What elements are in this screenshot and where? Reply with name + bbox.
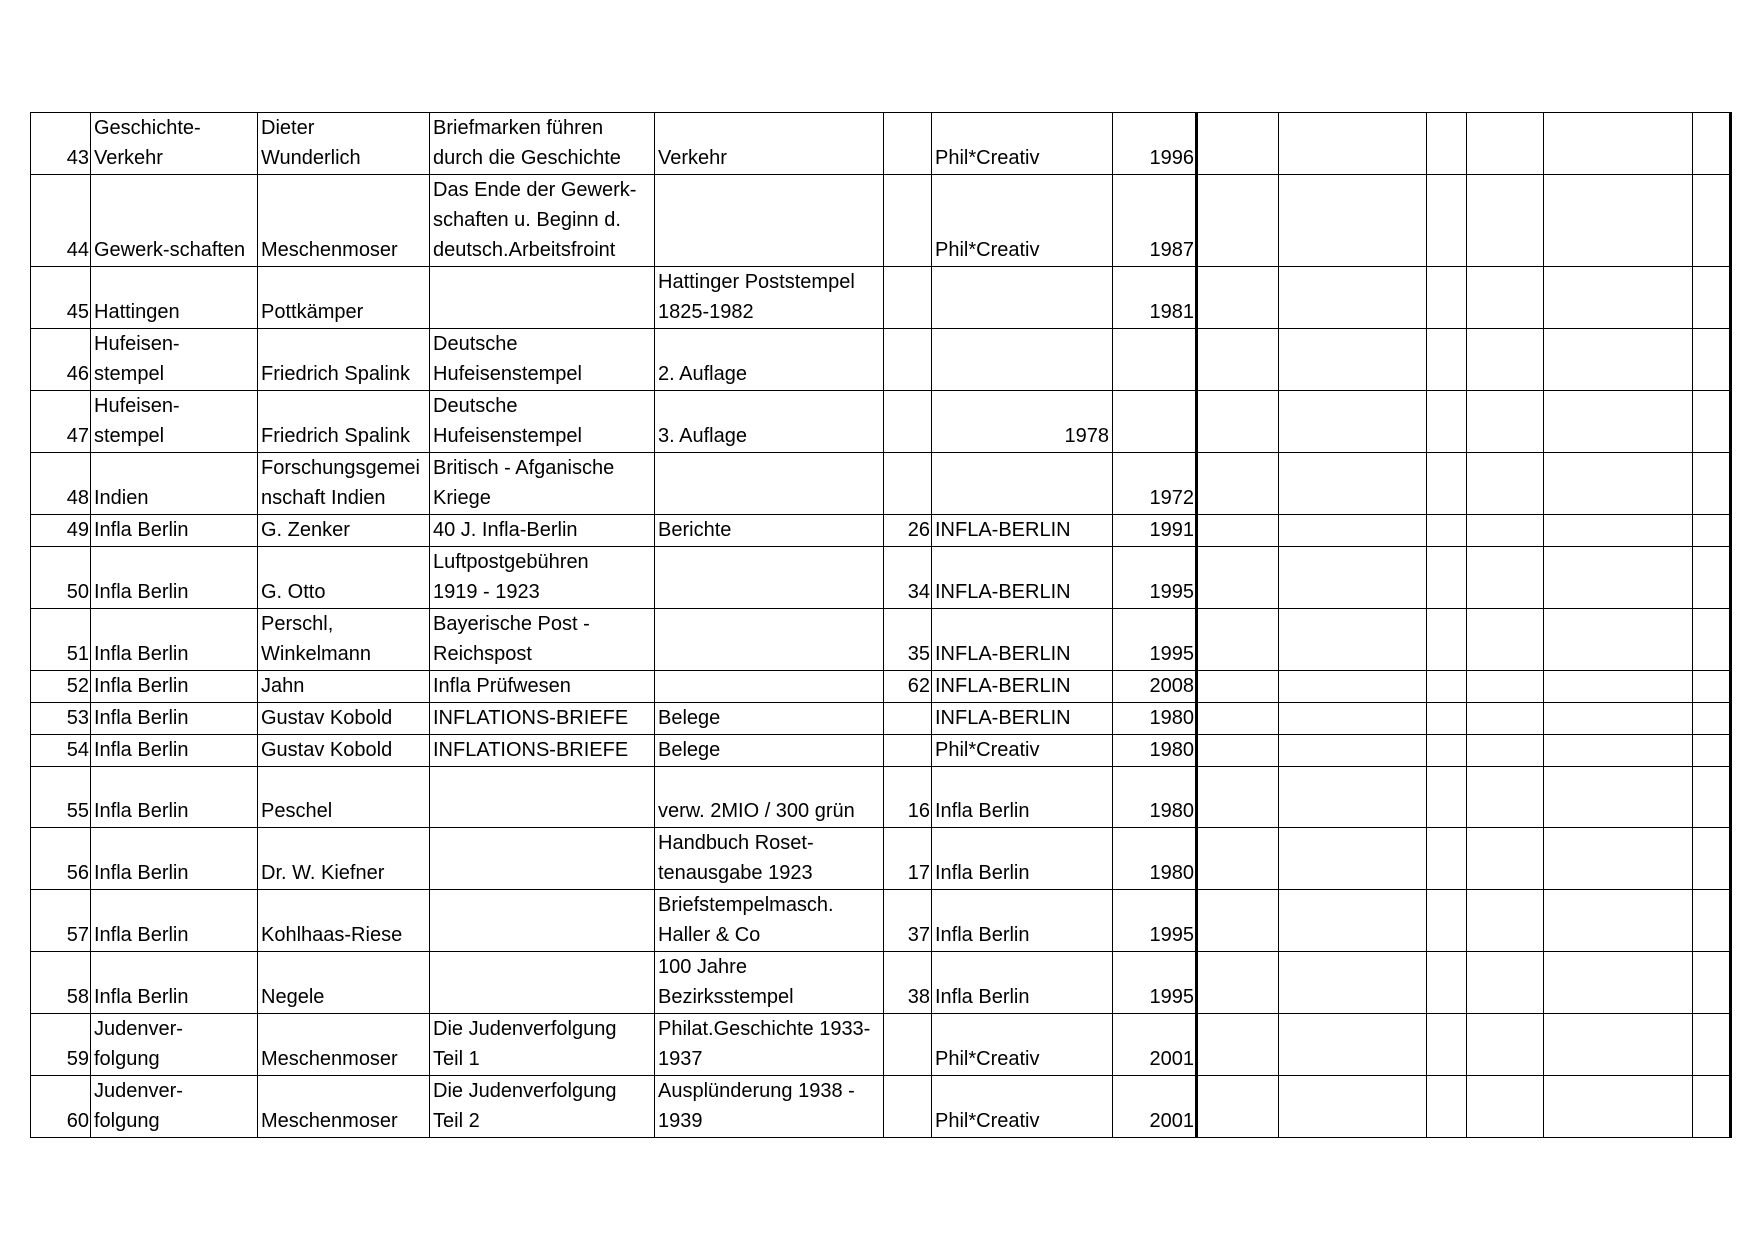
- cell-publisher: INFLA-BERLIN: [932, 703, 1113, 735]
- cell-empty: [1427, 1076, 1467, 1138]
- cell-empty: [1467, 1014, 1544, 1076]
- cell-empty: [1467, 267, 1544, 329]
- table-row: [31, 735, 1731, 767]
- cell-empty: [1693, 547, 1731, 609]
- cell-detail: [655, 671, 884, 703]
- cell-title: Briefmarken führen durch die Geschichte: [430, 113, 655, 175]
- cell-subject: Gewerk-schaften: [91, 175, 258, 267]
- cell-empty: [1693, 175, 1731, 267]
- cell-subject: Infla Berlin: [91, 828, 258, 890]
- catalog-table: [30, 112, 1732, 1138]
- cell-detail: Belege: [655, 703, 884, 735]
- cell-issue-number: 34: [884, 547, 932, 609]
- cell-empty: [1427, 329, 1467, 391]
- table-row: [31, 828, 1731, 890]
- cell-title: [430, 767, 655, 828]
- cell-detail: Berichte: [655, 515, 884, 547]
- cell-empty: [1544, 767, 1693, 828]
- cell-author: Meschenmoser: [258, 1076, 430, 1138]
- cell-empty: [1467, 391, 1544, 453]
- cell-empty: [1693, 671, 1731, 703]
- cell-empty: [1467, 703, 1544, 735]
- cell-empty: [1467, 329, 1544, 391]
- cell-empty: [1427, 703, 1467, 735]
- cell-publisher: Infla Berlin: [932, 828, 1113, 890]
- cell-year: 1987: [1113, 175, 1197, 267]
- cell-empty: [1427, 453, 1467, 515]
- cell-publisher: Infla Berlin: [932, 767, 1113, 828]
- cell-detail: 3. Auflage: [655, 391, 884, 453]
- table-row: [31, 1076, 1731, 1138]
- cell-empty: [1197, 515, 1279, 547]
- cell-title: Deutsche Hufeisenstempel: [430, 391, 655, 453]
- cell-title: Infla Prüfwesen: [430, 671, 655, 703]
- cell-year: [1113, 329, 1197, 391]
- cell-empty: [1197, 329, 1279, 391]
- cell-year: 1991: [1113, 515, 1197, 547]
- cell-subject: Infla Berlin: [91, 890, 258, 952]
- cell-title: Bayerische Post - Reichspost: [430, 609, 655, 671]
- cell-publisher: INFLA-BERLIN: [932, 671, 1113, 703]
- cell-empty: [1279, 1014, 1427, 1076]
- cell-empty: [1279, 609, 1427, 671]
- cell-empty: [1544, 113, 1693, 175]
- cell-title: [430, 890, 655, 952]
- cell-number: 56: [31, 828, 91, 890]
- cell-subject: Infla Berlin: [91, 952, 258, 1014]
- cell-empty: [1279, 453, 1427, 515]
- cell-author: Peschel: [258, 767, 430, 828]
- cell-issue-number: 62: [884, 671, 932, 703]
- cell-number: 53: [31, 703, 91, 735]
- cell-author: G. Otto: [258, 547, 430, 609]
- cell-detail: Philat.Geschichte 1933- 1937: [655, 1014, 884, 1076]
- cell-empty: [1544, 329, 1693, 391]
- cell-empty: [1467, 515, 1544, 547]
- cell-empty: [1279, 329, 1427, 391]
- cell-number: 57: [31, 890, 91, 952]
- cell-empty: [1544, 609, 1693, 671]
- cell-empty: [1467, 113, 1544, 175]
- cell-empty: [1279, 671, 1427, 703]
- cell-year: 1995: [1113, 609, 1197, 671]
- cell-empty: [1693, 828, 1731, 890]
- cell-empty: [1197, 267, 1279, 329]
- table-row: [31, 609, 1731, 671]
- cell-year: 1995: [1113, 547, 1197, 609]
- cell-title: 40 J. Infla-Berlin: [430, 515, 655, 547]
- cell-issue-number: 37: [884, 890, 932, 952]
- cell-empty: [1544, 1014, 1693, 1076]
- cell-year: 1972: [1113, 453, 1197, 515]
- cell-number: 46: [31, 329, 91, 391]
- cell-empty: [1467, 767, 1544, 828]
- cell-title: Luftpostgebühren 1919 - 1923: [430, 547, 655, 609]
- cell-empty: [1544, 952, 1693, 1014]
- cell-number: 58: [31, 952, 91, 1014]
- cell-subject: Infla Berlin: [91, 767, 258, 828]
- cell-empty: [1427, 547, 1467, 609]
- cell-empty: [1197, 735, 1279, 767]
- cell-empty: [1693, 609, 1731, 671]
- cell-empty: [1467, 609, 1544, 671]
- cell-empty: [1693, 453, 1731, 515]
- cell-empty: [1467, 547, 1544, 609]
- cell-publisher: INFLA-BERLIN: [932, 515, 1113, 547]
- cell-empty: [1693, 113, 1731, 175]
- cell-issue-number: 16: [884, 767, 932, 828]
- cell-empty: [1197, 1014, 1279, 1076]
- cell-empty: [1197, 175, 1279, 267]
- cell-empty: [1693, 329, 1731, 391]
- cell-year: 2008: [1113, 671, 1197, 703]
- cell-author: Gustav Kobold: [258, 703, 430, 735]
- cell-number: 47: [31, 391, 91, 453]
- cell-empty: [1693, 391, 1731, 453]
- cell-title: [430, 828, 655, 890]
- cell-author: Gustav Kobold: [258, 735, 430, 767]
- table-row: [31, 952, 1731, 1014]
- cell-number: 50: [31, 547, 91, 609]
- cell-year: 1981: [1113, 267, 1197, 329]
- cell-empty: [1544, 1076, 1693, 1138]
- cell-year: 1980: [1113, 735, 1197, 767]
- cell-publisher: INFLA-BERLIN: [932, 547, 1113, 609]
- cell-empty: [1693, 267, 1731, 329]
- cell-publisher: INFLA-BERLIN: [932, 609, 1113, 671]
- cell-empty: [1467, 952, 1544, 1014]
- cell-empty: [1279, 175, 1427, 267]
- table-row: [31, 175, 1731, 267]
- table-row: [31, 329, 1731, 391]
- cell-number: 52: [31, 671, 91, 703]
- cell-empty: [1427, 515, 1467, 547]
- cell-issue-number: [884, 391, 932, 453]
- cell-author: Friedrich Spalink: [258, 391, 430, 453]
- cell-empty: [1197, 547, 1279, 609]
- cell-title: Die Judenverfolgung Teil 1: [430, 1014, 655, 1076]
- cell-publisher: Phil*Creativ: [932, 1076, 1113, 1138]
- table-row: [31, 703, 1731, 735]
- cell-empty: [1544, 735, 1693, 767]
- cell-issue-number: 26: [884, 515, 932, 547]
- cell-number: 60: [31, 1076, 91, 1138]
- cell-number: 59: [31, 1014, 91, 1076]
- cell-empty: [1427, 113, 1467, 175]
- cell-empty: [1544, 828, 1693, 890]
- cell-issue-number: [884, 329, 932, 391]
- cell-author: Forschungsgemei nschaft Indien: [258, 453, 430, 515]
- cell-year: 1980: [1113, 703, 1197, 735]
- cell-issue-number: [884, 113, 932, 175]
- cell-empty: [1544, 890, 1693, 952]
- table-row: [31, 453, 1731, 515]
- cell-year: [1113, 391, 1197, 453]
- cell-detail: [655, 609, 884, 671]
- table-row: [31, 671, 1731, 703]
- cell-subject: Infla Berlin: [91, 515, 258, 547]
- cell-empty: [1279, 890, 1427, 952]
- cell-empty: [1279, 703, 1427, 735]
- cell-issue-number: [884, 735, 932, 767]
- cell-empty: [1427, 828, 1467, 890]
- cell-empty: [1544, 391, 1693, 453]
- cell-subject: Indien: [91, 453, 258, 515]
- cell-title: [430, 952, 655, 1014]
- table-body: [31, 113, 1731, 1138]
- cell-author: Dr. W. Kiefner: [258, 828, 430, 890]
- cell-empty: [1544, 515, 1693, 547]
- cell-empty: [1693, 1076, 1731, 1138]
- table-row: [31, 767, 1731, 828]
- cell-empty: [1693, 767, 1731, 828]
- cell-publisher: Infla Berlin: [932, 952, 1113, 1014]
- cell-empty: [1693, 1014, 1731, 1076]
- cell-author: Perschl, Winkelmann: [258, 609, 430, 671]
- cell-publisher: 1978: [932, 391, 1113, 453]
- cell-issue-number: [884, 267, 932, 329]
- cell-detail: [655, 175, 884, 267]
- cell-empty: [1467, 735, 1544, 767]
- cell-detail: [655, 547, 884, 609]
- cell-empty: [1197, 952, 1279, 1014]
- cell-subject: Hufeisen- stempel: [91, 391, 258, 453]
- cell-author: Kohlhaas-Riese: [258, 890, 430, 952]
- cell-empty: [1197, 609, 1279, 671]
- cell-detail: Handbuch Roset- tenausgabe 1923: [655, 828, 884, 890]
- cell-empty: [1427, 890, 1467, 952]
- table-row: [31, 113, 1731, 175]
- cell-year: 1995: [1113, 952, 1197, 1014]
- cell-author: Dieter Wunderlich: [258, 113, 430, 175]
- cell-empty: [1197, 391, 1279, 453]
- cell-empty: [1279, 267, 1427, 329]
- cell-publisher: Phil*Creativ: [932, 175, 1113, 267]
- cell-empty: [1197, 113, 1279, 175]
- cell-subject: Infla Berlin: [91, 547, 258, 609]
- cell-year: 2001: [1113, 1076, 1197, 1138]
- cell-issue-number: [884, 175, 932, 267]
- cell-empty: [1197, 828, 1279, 890]
- cell-title: Britisch - Afganische Kriege: [430, 453, 655, 515]
- cell-detail: Belege: [655, 735, 884, 767]
- cell-number: 54: [31, 735, 91, 767]
- cell-title: INFLATIONS-BRIEFE: [430, 703, 655, 735]
- cell-empty: [1197, 890, 1279, 952]
- cell-empty: [1427, 735, 1467, 767]
- cell-subject: Infla Berlin: [91, 735, 258, 767]
- table-row: [31, 1014, 1731, 1076]
- cell-number: 44: [31, 175, 91, 267]
- cell-empty: [1279, 767, 1427, 828]
- cell-empty: [1544, 267, 1693, 329]
- cell-empty: [1279, 515, 1427, 547]
- cell-title: INFLATIONS-BRIEFE: [430, 735, 655, 767]
- cell-number: 45: [31, 267, 91, 329]
- cell-subject: Geschichte- Verkehr: [91, 113, 258, 175]
- cell-empty: [1427, 767, 1467, 828]
- cell-empty: [1427, 175, 1467, 267]
- cell-empty: [1279, 952, 1427, 1014]
- cell-empty: [1544, 175, 1693, 267]
- cell-publisher: Phil*Creativ: [932, 735, 1113, 767]
- cell-number: 49: [31, 515, 91, 547]
- cell-empty: [1467, 828, 1544, 890]
- cell-number: 51: [31, 609, 91, 671]
- cell-empty: [1197, 703, 1279, 735]
- cell-author: Friedrich Spalink: [258, 329, 430, 391]
- cell-title: [430, 267, 655, 329]
- cell-empty: [1279, 1076, 1427, 1138]
- cell-empty: [1467, 671, 1544, 703]
- cell-empty: [1693, 515, 1731, 547]
- cell-empty: [1427, 391, 1467, 453]
- cell-publisher: Infla Berlin: [932, 890, 1113, 952]
- cell-detail: Briefstempelmasch. Haller & Co: [655, 890, 884, 952]
- cell-empty: [1279, 547, 1427, 609]
- cell-issue-number: 38: [884, 952, 932, 1014]
- cell-author: Meschenmoser: [258, 1014, 430, 1076]
- cell-detail: [655, 453, 884, 515]
- cell-detail: 100 Jahre Bezirksstempel: [655, 952, 884, 1014]
- cell-empty: [1427, 952, 1467, 1014]
- cell-empty: [1467, 453, 1544, 515]
- cell-detail: verw. 2MIO / 300 grün: [655, 767, 884, 828]
- cell-year: 1996: [1113, 113, 1197, 175]
- cell-subject: Judenver- folgung: [91, 1076, 258, 1138]
- cell-title: Die Judenverfolgung Teil 2: [430, 1076, 655, 1138]
- cell-number: 55: [31, 767, 91, 828]
- table-row: [31, 547, 1731, 609]
- cell-subject: Infla Berlin: [91, 609, 258, 671]
- cell-empty: [1693, 952, 1731, 1014]
- cell-empty: [1693, 735, 1731, 767]
- cell-author: Negele: [258, 952, 430, 1014]
- cell-number: 48: [31, 453, 91, 515]
- cell-subject: Infla Berlin: [91, 671, 258, 703]
- cell-publisher: Phil*Creativ: [932, 1014, 1113, 1076]
- cell-issue-number: 35: [884, 609, 932, 671]
- cell-subject: Judenver- folgung: [91, 1014, 258, 1076]
- cell-subject: Infla Berlin: [91, 703, 258, 735]
- cell-publisher: [932, 329, 1113, 391]
- cell-detail: Ausplünderung 1938 - 1939: [655, 1076, 884, 1138]
- cell-detail: Verkehr: [655, 113, 884, 175]
- cell-issue-number: [884, 1076, 932, 1138]
- cell-number: 43: [31, 113, 91, 175]
- cell-empty: [1544, 547, 1693, 609]
- cell-title: Das Ende der Gewerk- schaften u. Beginn d. deutsch.Arbeitsfroint: [430, 175, 655, 267]
- cell-title: Deutsche Hufeisenstempel: [430, 329, 655, 391]
- cell-publisher: [932, 267, 1113, 329]
- cell-empty: [1467, 1076, 1544, 1138]
- cell-author: G. Zenker: [258, 515, 430, 547]
- cell-issue-number: [884, 1014, 932, 1076]
- cell-year: 1980: [1113, 767, 1197, 828]
- cell-detail: 2. Auflage: [655, 329, 884, 391]
- cell-empty: [1544, 671, 1693, 703]
- cell-empty: [1197, 767, 1279, 828]
- cell-publisher: Phil*Creativ: [932, 113, 1113, 175]
- cell-year: 2001: [1113, 1014, 1197, 1076]
- cell-empty: [1427, 609, 1467, 671]
- cell-empty: [1693, 703, 1731, 735]
- cell-empty: [1544, 453, 1693, 515]
- cell-empty: [1279, 113, 1427, 175]
- cell-author: Jahn: [258, 671, 430, 703]
- cell-detail: Hattinger Poststempel 1825-1982: [655, 267, 884, 329]
- cell-empty: [1279, 735, 1427, 767]
- cell-empty: [1427, 671, 1467, 703]
- cell-subject: Hattingen: [91, 267, 258, 329]
- cell-empty: [1197, 453, 1279, 515]
- cell-empty: [1544, 703, 1693, 735]
- cell-empty: [1197, 671, 1279, 703]
- cell-issue-number: 17: [884, 828, 932, 890]
- cell-issue-number: [884, 703, 932, 735]
- table-row: [31, 890, 1731, 952]
- table-row: [31, 267, 1731, 329]
- cell-author: Meschenmoser: [258, 175, 430, 267]
- cell-author: Pottkämper: [258, 267, 430, 329]
- cell-subject: Hufeisen- stempel: [91, 329, 258, 391]
- cell-empty: [1693, 890, 1731, 952]
- cell-empty: [1467, 175, 1544, 267]
- cell-year: 1995: [1113, 890, 1197, 952]
- table-row: [31, 391, 1731, 453]
- cell-empty: [1427, 1014, 1467, 1076]
- cell-publisher: [932, 453, 1113, 515]
- cell-year: 1980: [1113, 828, 1197, 890]
- cell-empty: [1467, 890, 1544, 952]
- table-row: [31, 515, 1731, 547]
- cell-empty: [1427, 267, 1467, 329]
- cell-empty: [1197, 1076, 1279, 1138]
- cell-issue-number: [884, 453, 932, 515]
- cell-empty: [1279, 391, 1427, 453]
- cell-empty: [1279, 828, 1427, 890]
